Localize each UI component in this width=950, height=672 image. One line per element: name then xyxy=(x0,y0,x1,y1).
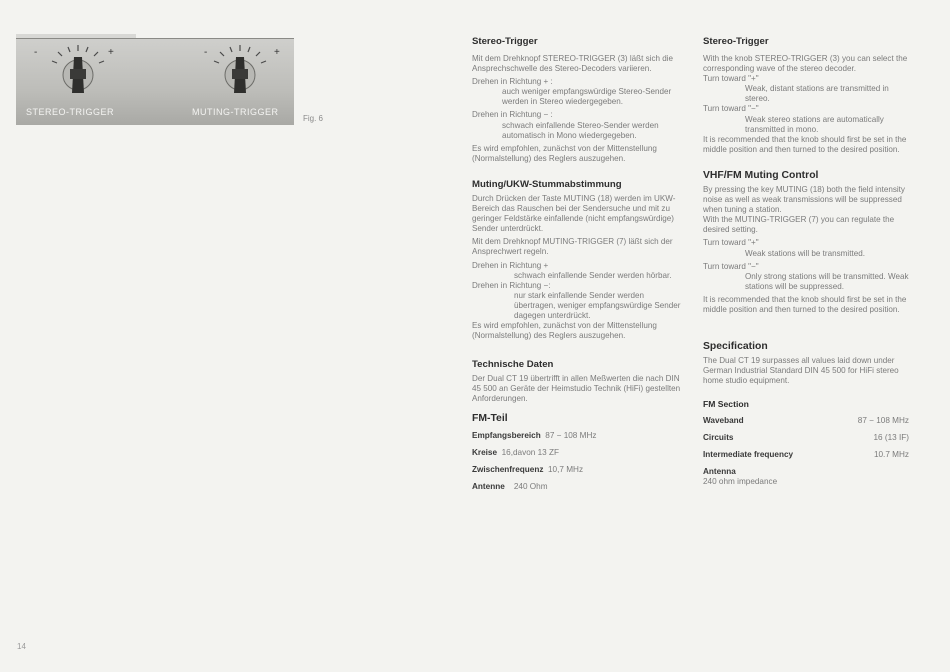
plus-sign: + xyxy=(274,47,280,58)
fm-heading-en: FM Section xyxy=(703,399,749,410)
paragraph: Es wird empfohlen, zunächst von der Mittenstellung (Normalstellung) des Reglers auszugehen. xyxy=(472,321,657,341)
plus-sign: + xyxy=(108,47,114,58)
english-column xyxy=(703,36,909,487)
direction-text: Weak stereo stations are automatically transmitted in mono. xyxy=(745,114,884,134)
spec-value: 240 Ohm xyxy=(513,481,548,491)
paragraph: Mit dem Drehknopf MUTING-TRIGGER (7) läßt sich der Ansprechwert regeln. xyxy=(472,237,673,257)
antenna-label: Antenna xyxy=(703,467,736,477)
spec-row xyxy=(703,416,909,426)
stereo-trigger-label: STEREO-TRIGGER xyxy=(26,107,115,117)
direction-text: schwach einfallende Sender werden hörbar. xyxy=(514,270,672,280)
direction-text: Weak, distant stations are transmitted in stereo. xyxy=(745,84,889,104)
direction-label: Turn toward "+" xyxy=(703,238,759,248)
spec-value: 87 − 108 MHz xyxy=(857,416,909,426)
direction-text: Only strong stations will be transmitted. Weak stations will be suppressed. xyxy=(745,271,909,291)
spec-label: Kreise xyxy=(472,447,498,457)
direction-label: Drehen in Richtung + : xyxy=(472,77,553,87)
paragraph: With the knob STEREO-TRIGGER (3) you can select the corresponding wave of the stereo decoder. xyxy=(703,54,908,74)
direction-label: Drehen in Richtung + xyxy=(472,260,549,270)
spec-label: Circuits xyxy=(703,433,734,443)
direction-label: Turn toward "−" xyxy=(703,104,759,114)
figure-caption: Fig. 6 xyxy=(303,114,324,123)
direction-text: Weak stations will be transmitted. xyxy=(745,248,865,258)
spec-row xyxy=(472,448,684,458)
muting-heading-en: VHF/FM Muting Control xyxy=(703,169,819,181)
spec-row xyxy=(472,465,684,475)
direction-label: Turn toward "+" xyxy=(703,74,759,84)
paragraph: Der Dual CT 19 übertrifft in allen Meßwerten die nach DIN 45 500 an Geräte der Heimstudio Technik (HiFi) gestellten Anforderungen. xyxy=(472,374,681,404)
spec-row xyxy=(472,482,684,492)
spec-row xyxy=(472,431,684,441)
paragraph: It is recommended that the knob should first be set in the middle position and then turned to the desired position. xyxy=(703,294,907,314)
spec-value: 16,davon 13 ZF xyxy=(501,447,559,457)
direction-label: Turn toward "−" xyxy=(703,261,759,271)
stereo-trigger-knob-icon xyxy=(38,41,118,103)
spec-label: Intermediate frequency xyxy=(703,450,794,460)
spec-row xyxy=(703,433,909,443)
paragraph: It is recommended that the knob should first be set in the middle position and then turned to the desired position. xyxy=(703,134,907,154)
paragraph: By pressing the key MUTING (18) both the field intensity noise as well as weak transmissions will be suppressed when tuning a station. xyxy=(703,184,905,215)
stereo-trigger-heading-en: Stereo-Trigger xyxy=(703,36,769,47)
paragraph: With the MUTING-TRIGGER (7) you can regulate the desired setting. xyxy=(703,215,895,235)
direction-label: Drehen in Richtung − : xyxy=(472,110,553,120)
direction-text: nur stark einfallende Sender werden übertragen, weniger empfangswürdige Sender dagegen unterdrückt. xyxy=(514,290,681,320)
muting-trigger-knob-icon xyxy=(200,41,280,103)
stereo-trigger-heading-de: Stereo-Trigger xyxy=(472,36,538,47)
minus-sign: - xyxy=(204,47,208,58)
spec-heading-en: Specification xyxy=(703,341,768,353)
spec-value: 16 (13 IF) xyxy=(873,433,909,443)
direction-text: schwach einfallende Stereo-Sender werden automatisch in Mono wiedergegeben. xyxy=(502,120,659,140)
german-column xyxy=(472,36,684,499)
minus-sign: - xyxy=(34,47,38,58)
paragraph: Es wird empfohlen, zunächst von der Mittenstellung (Normalstellung) des Reglers auszugehen. xyxy=(472,143,657,163)
direction-label: Drehen in Richtung −: xyxy=(472,280,551,290)
spec-value: 10.7 MHz xyxy=(873,450,909,460)
fm-heading-de: FM-Teil xyxy=(472,412,508,424)
spec-row xyxy=(703,450,909,460)
muting-trigger-label: MUTING-TRIGGER xyxy=(192,107,279,117)
paragraph: The Dual CT 19 surpasses all values laid down under German Industrial Standard DIN 45 500 for HiFi stereo home studio equipment. xyxy=(703,356,899,386)
antenna-value: 240 ohm impedance xyxy=(703,477,778,487)
paragraph: Mit dem Drehknopf STEREO-TRIGGER (3) läßt sich die Ansprechschwelle des Stereo-Decoders variieren. xyxy=(472,54,674,74)
spec-value: 87 − 108 MHz xyxy=(545,430,597,440)
paragraph: Durch Drücken der Taste MUTING (18) werden im UKW-Bereich das Rauschen bei der Sendersuche und mit zu geringer Feldstärke einfallende (nicht empfangswürdige) Sender unterdrückt. xyxy=(472,193,676,234)
muting-heading-de: Muting/UKW-Stummabstimmung xyxy=(472,178,622,190)
spec-value: 10,7 MHz xyxy=(548,464,584,474)
spec-label: Zwischenfrequenz xyxy=(472,464,544,474)
spec-label: Antenne xyxy=(472,481,505,491)
direction-text: auch weniger empfangswürdige Stereo-Sender werden in Stereo wiedergegeben. xyxy=(502,87,672,107)
page-number: 14 xyxy=(17,642,26,651)
control-panel-figure xyxy=(16,38,294,125)
tech-heading-de: Technische Daten xyxy=(472,359,554,371)
spec-label: Waveband xyxy=(703,416,744,426)
spec-label: Empfangsbereich xyxy=(472,430,541,440)
